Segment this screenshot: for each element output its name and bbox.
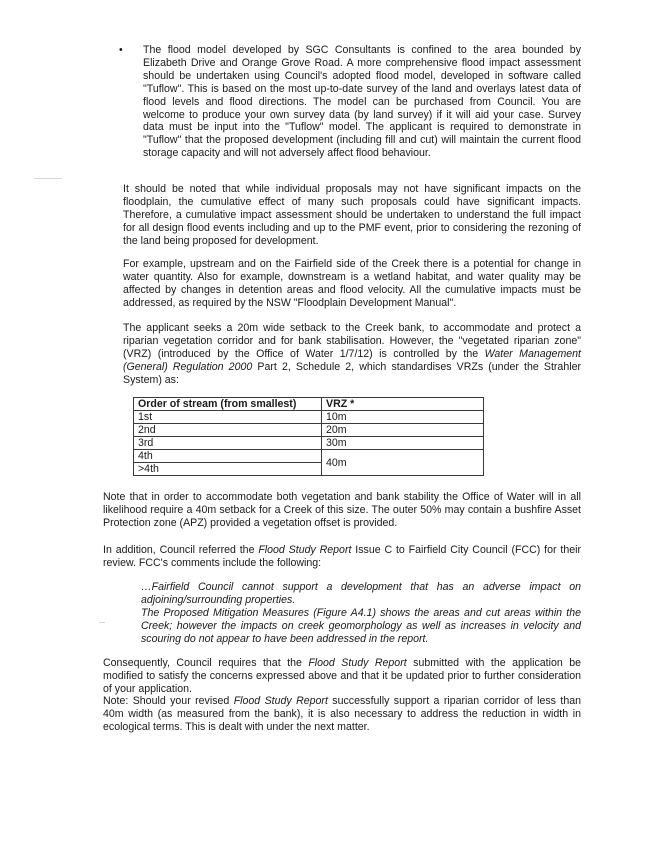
table-cell-order: 2nd (134, 424, 322, 437)
table-row (134, 424, 484, 437)
paragraph-upstream: For example, upstream and on the Fairfield side of the Creek there is a potential for change in water quantity. Also for example, downstream is a wetland habitat, and water quality may be affected by changes in detention areas and flood velocity. All the cumulative impacts must be addressed, as required by the NSW "Floodplain Development Manual". (123, 258, 581, 309)
addition-text-end: Issue C to Fairfield City Council (FCC) for their review. FCC's comments include the following: (103, 544, 581, 569)
paragraph-cumulative: It should be noted that while individual proposals may not have significant impacts on the floodplain, the cumulative effect of many such proposals could have significant impacts. Therefore, a cumulative impact assessment should be undertaken to understand the full impact for all design flood events including and up to the PMF event, prior to considering the rezoning of the land being proposed for development. (123, 183, 581, 247)
quote-fcc-1: …Fairfield Council cannot support a development that has an adverse impact on adjoining/surrounding properties. (141, 581, 581, 606)
table-row (134, 437, 484, 450)
bullet-text: The flood model developed by SGC Consultants is confined to the area bounded by Elizabeth Drive and Orange Grove Road. A more comprehensive flood impact assessment should be undertaken using Council's adopted flood model, developed in software called "Tuflow". This is based on the most up-to-date survey of the land and overlays latest data of flood levels and flood directions. The model can be purchased from Council. You are welcome to produce your own survey data (by land survey) if it will aid your case. Survey data must be input into the "Tuflow" model. The applicant is required to demonstrate in "Tuflow" that the proposed development (including fill and cut) will maintain the current flood storage capacity and will not adversely affect flood behaviour. (143, 44, 581, 160)
table-header-vrz: VRZ * (322, 398, 484, 411)
setback-text-end: Part 2, Schedule 2, which standardises VRZs (under the Strahler System) as: (123, 360, 581, 386)
setback-text-start: The applicant seeks a 20m wide setback to the Creek bank, to accommodate and protect a riparian vegetation corridor and for bank stabilisation. However, the "vegetated riparian zone" (VRZ) (introduced by the Office of Water 1/7/12) is controlled by the (123, 322, 581, 360)
table-cell-vrz: 20m (322, 424, 484, 437)
table-cell-order: >4th (134, 463, 322, 476)
paragraph-setback (123, 322, 581, 387)
vrz-table (133, 397, 484, 476)
table-row (134, 450, 484, 463)
table-cell-order: 4th (134, 450, 322, 463)
table-cell-vrz: 40m (322, 450, 484, 476)
margin-mark (34, 178, 62, 179)
conseq-report-title: Flood Study Report (308, 657, 407, 669)
margin-mark (99, 622, 105, 623)
paragraph-office-note: Note that in order to accommodate both vegetation and bank stability the Office of Water will in all likelihood require a 40m setback for a Creek of this size. The outer 50% may contain a bushfire Asset Protection zone (APZ) provided a vegetation offset is provided. (103, 491, 581, 529)
setback-regulation-title: Water Management (General) Regulation 2000 (123, 347, 581, 373)
note2-report-title: Flood Study Report (233, 695, 328, 707)
note2-text-end: successfully support a riparian corridor of less than 40m width (as measured from the bank), it is also necessary to address the reduction in width in ecological terms. This is dealt with under the next matter. (103, 695, 581, 733)
addition-text-start: In addition, Council referred the (103, 544, 259, 556)
conseq-text-end: submitted with the application be modified to satisfy the concerns expressed above and that it be updated prior to further consideration of your application. (103, 657, 581, 695)
conseq-text-start: Consequently, Council requires that the (103, 657, 309, 669)
note2-text-start: Note: Should your revised (103, 695, 234, 707)
paragraph-consequently (103, 657, 581, 696)
table-cell-vrz: 10m (322, 411, 484, 424)
addition-report-title: Flood Study Report (258, 544, 352, 556)
table-cell-order: 3rd (134, 437, 322, 450)
paragraph-addition (103, 544, 581, 570)
table-header-row (134, 398, 484, 411)
quote-fcc-2: The Proposed Mitigation Measures (Figure A4.1) shows the areas and cut areas within the Creek; however the impacts on creek geomorphology as well as increases in velocity and scouring do not appear to have been addressed in the report. (141, 607, 581, 645)
table-row (134, 411, 484, 424)
table-cell-vrz: 30m (322, 437, 484, 450)
paragraph-note-revised (103, 695, 581, 734)
table-header-order: Order of stream (from smallest) (134, 398, 322, 411)
table-cell-order: 1st (134, 411, 322, 424)
bullet-icon: • (119, 44, 123, 56)
